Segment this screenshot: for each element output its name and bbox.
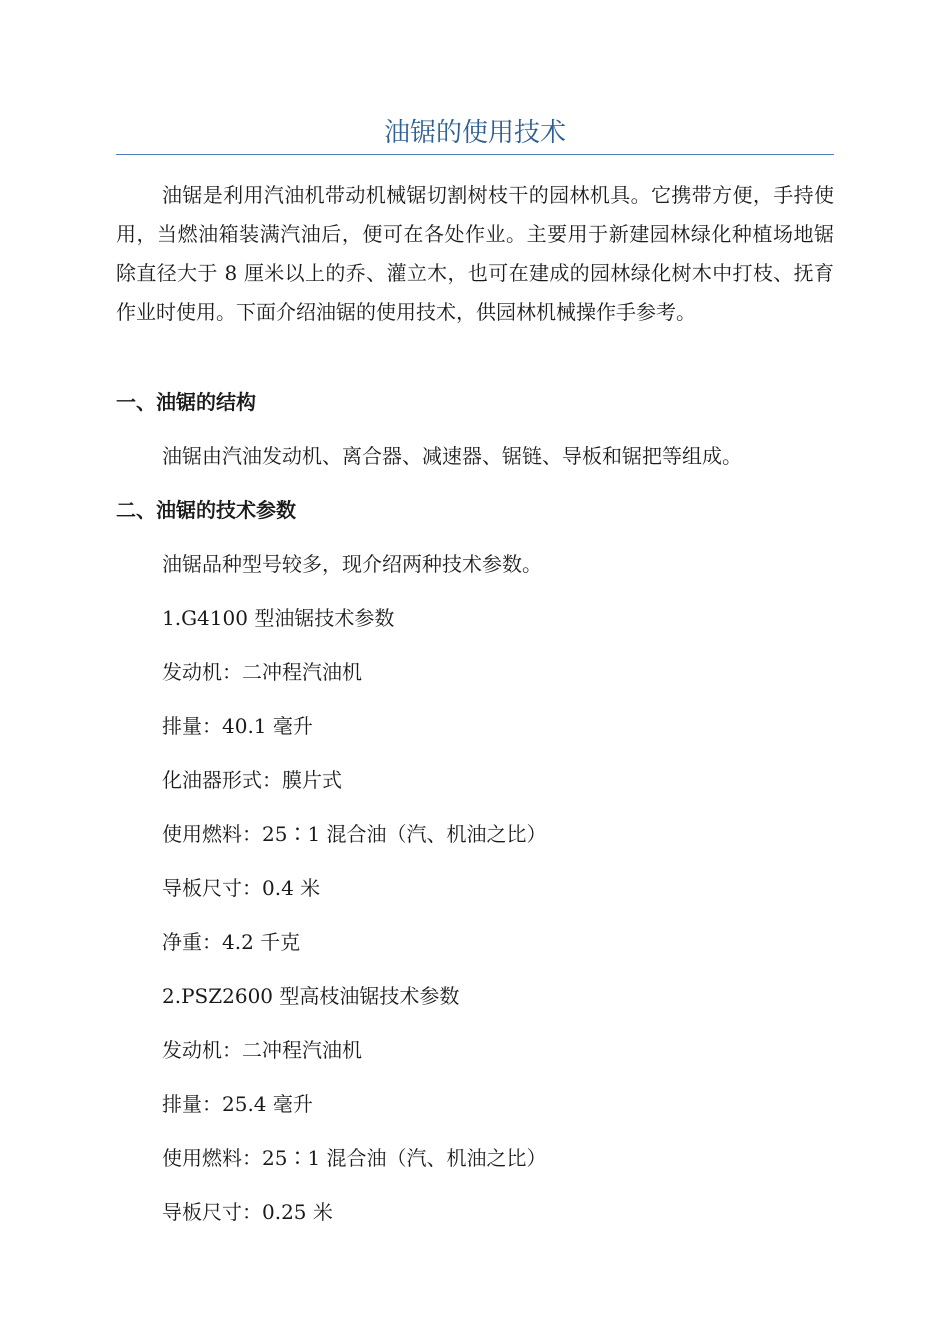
- model-1-title: 1.G4100 型油锯技术参数: [162, 606, 395, 630]
- model-1-engine: 发动机：二冲程汽油机: [162, 660, 362, 684]
- section-2-text: 油锯品种型号较多，现介绍两种技术参数。: [162, 552, 542, 576]
- model-1-carburetor: 化油器形式：膜片式: [162, 768, 342, 792]
- model-1-weight: 净重：4.2 千克: [162, 930, 301, 954]
- model-1-guide: 导板尺寸：0.4 米: [162, 876, 321, 900]
- section-2-heading: 二、油锯的技术参数: [116, 498, 296, 522]
- model-2-fuel: 使用燃料：25∶1 混合油（汽、机油之比）: [162, 1146, 547, 1170]
- title-underline: [116, 154, 834, 155]
- model-1-displacement: 排量：40.1 毫升: [162, 714, 313, 738]
- intro-paragraph: 油锯是利用汽油机带动机械锯切割树枝干的园林机具。它携带方便，手持使用，当燃油箱装满汽油后，便可在各处作业。主要用于新建园林绿化种植场地锯除直径大于 8 厘米以上的乔、灌立木，也可在建成的园林绿化树木中打枝、抚育作业时使用。下面介绍油锯的使用技术，供园林机械操作手参考。: [116, 183, 834, 324]
- model-2-displacement: 排量：25.4 毫升: [162, 1092, 313, 1116]
- section-1-text: 油锯由汽油发动机、离合器、减速器、锯链、导板和锯把等组成。: [162, 444, 742, 468]
- model-2-guide: 导板尺寸：0.25 米: [162, 1200, 333, 1224]
- model-2-title: 2.PSZ2600 型高枝油锯技术参数: [162, 984, 460, 1008]
- section-1-heading: 一、油锯的结构: [116, 390, 256, 414]
- document-title: 油锯的使用技术: [383, 118, 566, 148]
- model-2-engine: 发动机：二冲程汽油机: [162, 1038, 362, 1062]
- model-1-fuel: 使用燃料：25∶1 混合油（汽、机油之比）: [162, 822, 547, 846]
